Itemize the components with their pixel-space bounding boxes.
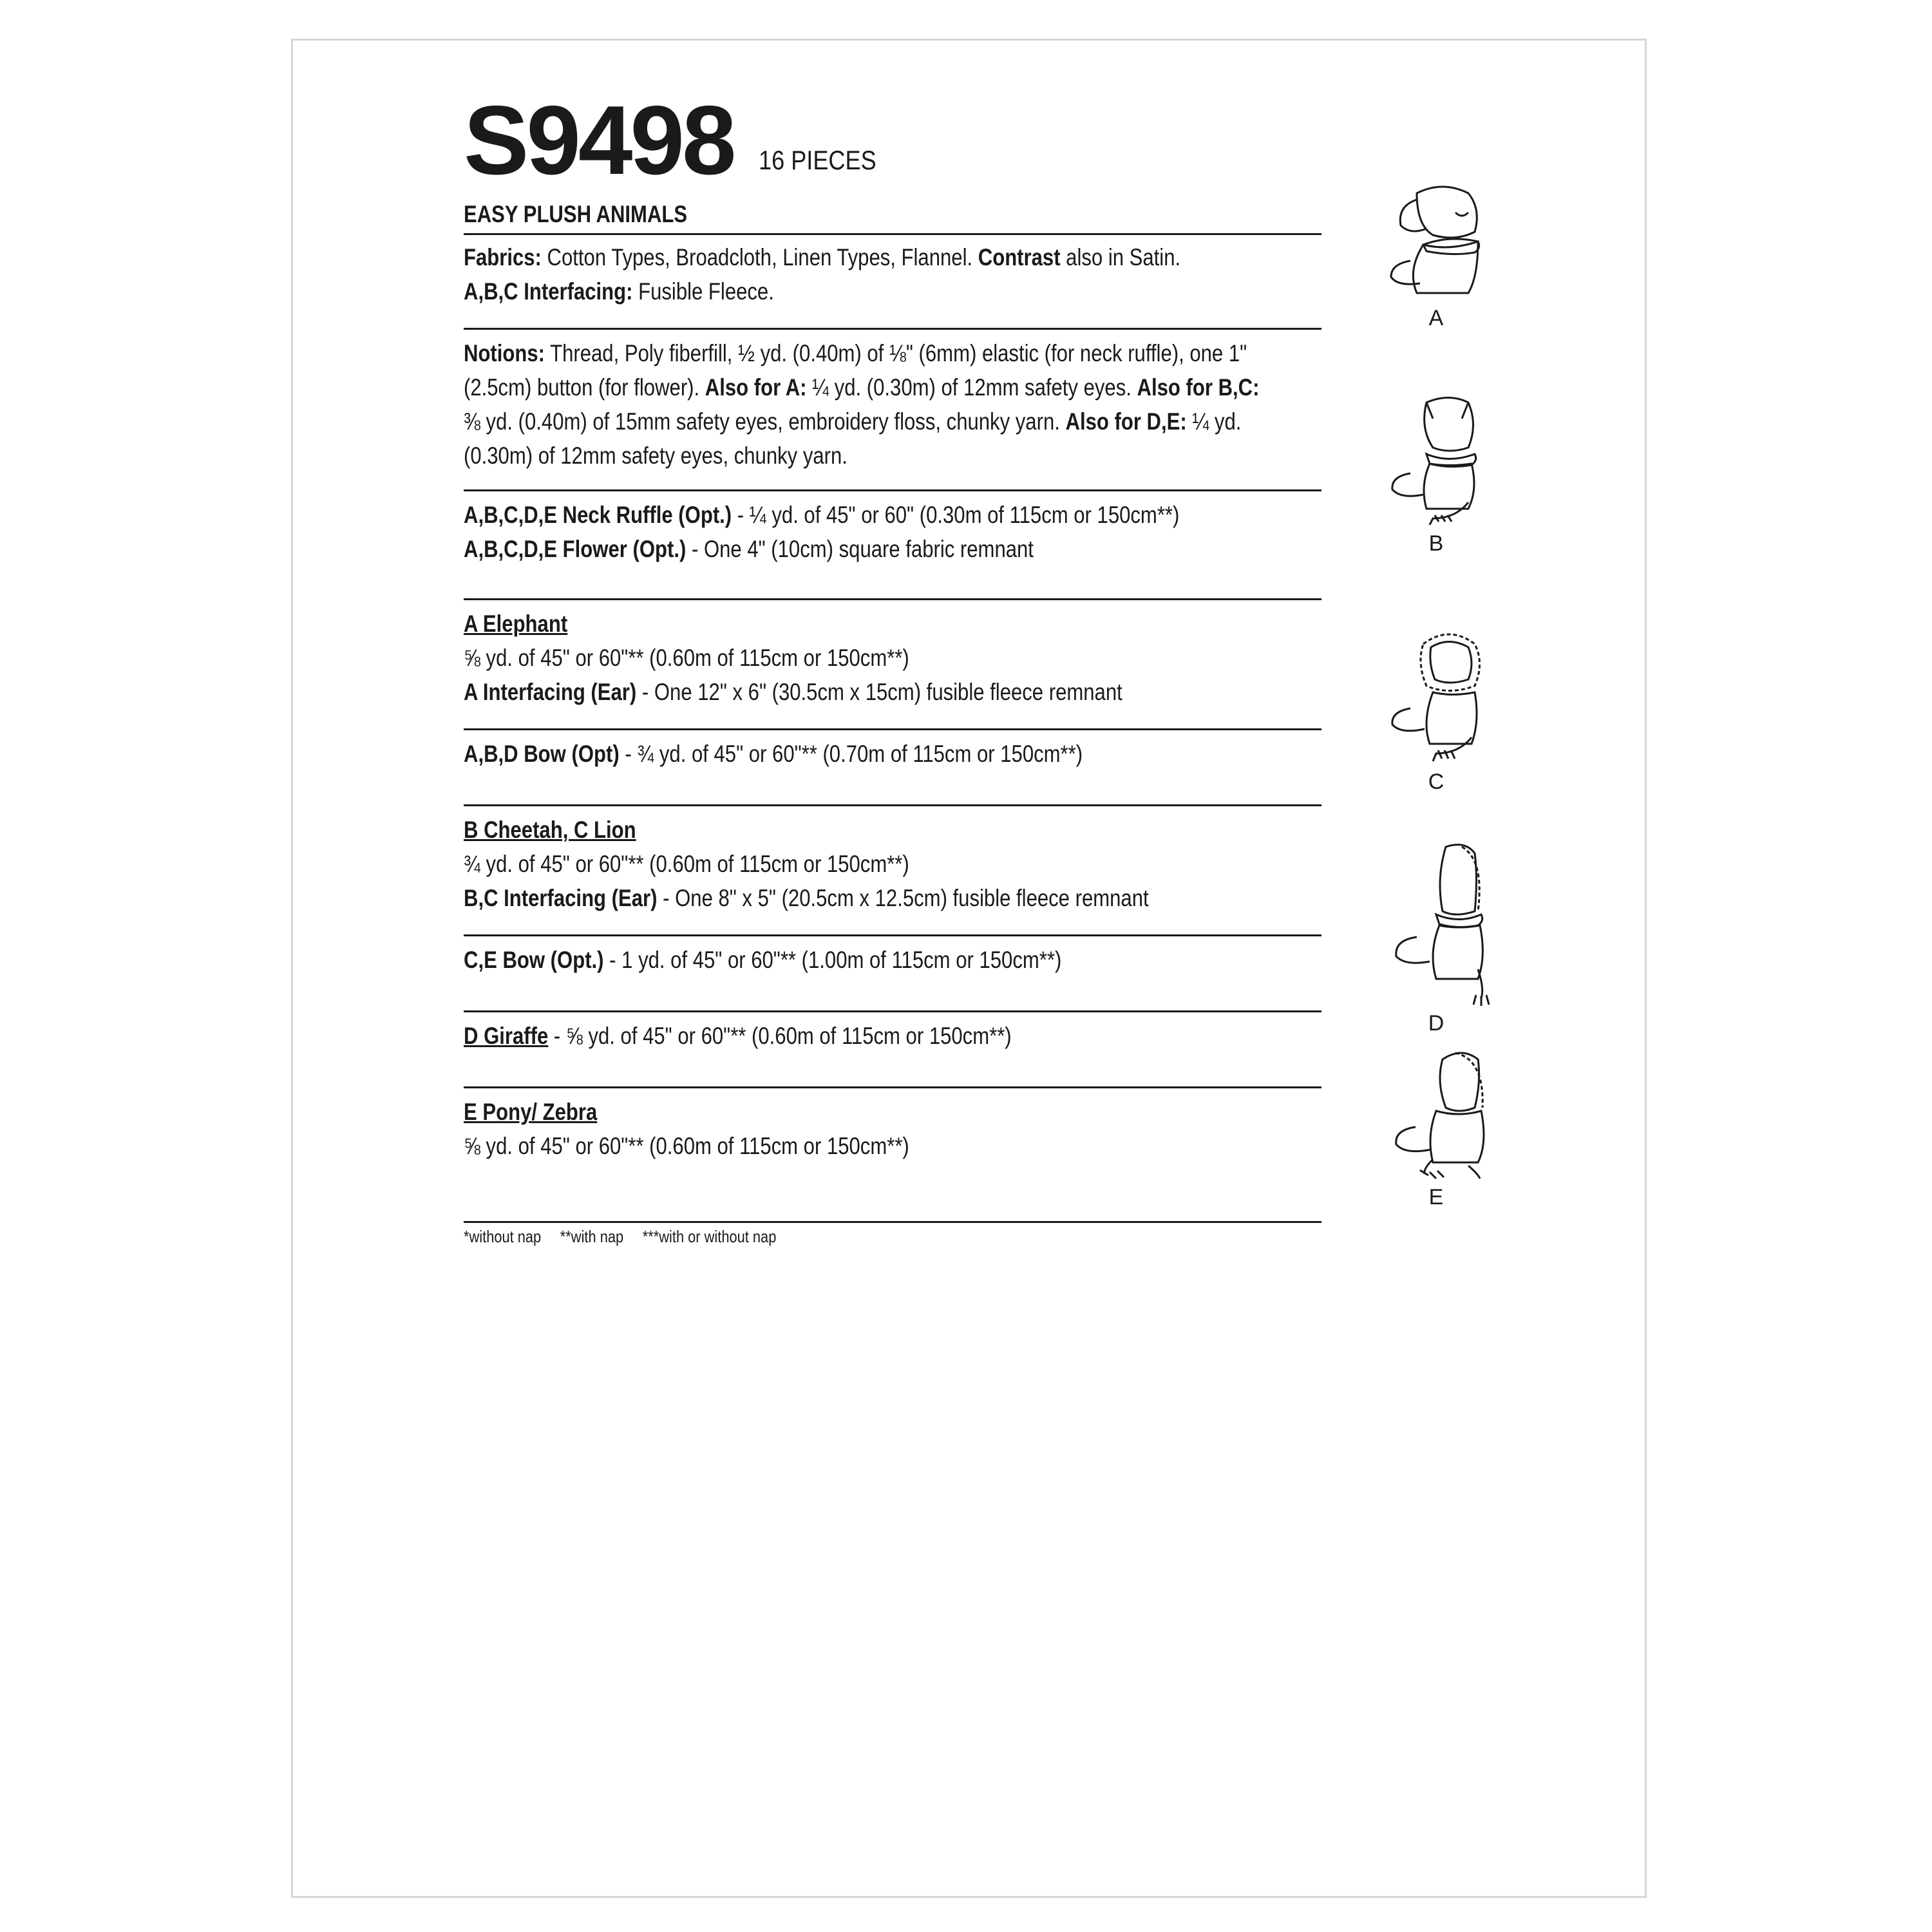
elephant-title: A Elephant (464, 611, 568, 637)
giraffe-drawing (1372, 840, 1501, 1008)
notions-line3a: ⅜ yd. (0.40m) of 15mm safety eyes, embroidery floss, chunky yarn. (464, 408, 1060, 435)
cheetah-drawing (1372, 393, 1501, 528)
bow-abd-label: A,B,D Bow (Opt) (464, 741, 620, 767)
view-b (1372, 393, 1501, 556)
also-for-bc-label: Also for B,C: (1137, 374, 1260, 401)
pony-yardage: ⅝ yd. of 45" or 60"** (0.60m of 115cm or 150cm**) (464, 1133, 909, 1159)
bow-abd-text: - ¾ yd. of 45" or 60"** (0.70m of 115cm or 150cm**) (619, 741, 1083, 767)
header (464, 86, 1321, 195)
view-label: C (1428, 770, 1444, 794)
flower-label: A,B,C,D,E Flower (Opt.) (464, 536, 687, 562)
elephant-interfacing-label: A Interfacing (Ear) (464, 679, 637, 705)
elephant-section (464, 600, 1321, 728)
pony-title: E Pony/ Zebra (464, 1099, 598, 1125)
fabrics-text: Cotton Types, Broadcloth, Linen Types, Flannel. (547, 244, 973, 270)
pattern-code: S9498 (464, 86, 734, 195)
cheetah-lion-title: B Cheetah, C Lion (464, 817, 636, 843)
footnote-with-nap: **with nap (560, 1227, 624, 1246)
bow-abd-section (464, 730, 1321, 804)
footnote-without-nap: *without nap (464, 1227, 542, 1246)
pony-drawing (1372, 1046, 1501, 1182)
neck-ruffle-text: - ¼ yd. of 45" or 60" (0.30m of 115cm or 150cm**) (732, 502, 1180, 528)
piece-count: 16 PIECES (759, 145, 876, 175)
pattern-title: EASY PLUSH ANIMALS (464, 201, 688, 227)
interfacing-text: Fusible Fleece. (638, 278, 774, 305)
giraffe-text: - ⅝ yd. of 45" or 60"** (0.60m of 115cm or 150cm**) (548, 1023, 1012, 1049)
fabrics-label: Fabrics: (464, 244, 542, 270)
view-label: D (1428, 1011, 1444, 1036)
view-label: B (1428, 531, 1444, 556)
cheetah-lion-interfacing-text: - One 8" x 5" (20.5cm x 12.5cm) fusible fleece remnant (657, 885, 1149, 911)
lion-drawing (1372, 625, 1501, 766)
bow-ce-label: C,E Bow (Opt.) (464, 947, 604, 973)
view-label: E (1428, 1185, 1444, 1209)
fabrics-section (464, 235, 1321, 328)
notions-label: Notions: (464, 340, 545, 366)
notions-section (464, 330, 1321, 489)
view-label: A (1428, 306, 1444, 330)
notions-line1: Thread, Poly fiberfill, ½ yd. (0.40m) of ⅛" (6mm) elastic (for neck ruffle), one 1" (550, 340, 1247, 366)
cheetah-lion-section (464, 806, 1321, 934)
contrast-text: also in Satin. (1066, 244, 1181, 270)
interfacing-label: A,B,C Interfacing: (464, 278, 633, 305)
flower-text: - One 4" (10cm) square fabric remnant (686, 536, 1034, 562)
view-d (1372, 840, 1501, 1036)
notions-line2b: ¼ yd. (0.30m) of 12mm safety eyes. (812, 374, 1132, 401)
contrast-label: Contrast (978, 244, 1061, 270)
elephant-yardage: ⅝ yd. of 45" or 60"** (0.60m of 115cm or 150cm**) (464, 645, 909, 671)
cheetah-lion-interfacing-label: B,C Interfacing (Ear) (464, 885, 658, 911)
notions-line2a: (2.5cm) button (for flower). (464, 374, 700, 401)
footnote-with-or-without-nap: ***with or without nap (642, 1227, 777, 1246)
pattern-envelope-back (464, 86, 1321, 1247)
notions-line3b: ¼ yd. (1192, 408, 1242, 435)
bow-ce-text: - 1 yd. of 45" or 60"** (1.00m of 115cm or 150cm**) (603, 947, 1062, 973)
neck-ruffle-label: A,B,C,D,E Neck Ruffle (Opt.) (464, 502, 732, 528)
elephant-interfacing-text: - One 12" x 6" (30.5cm x 15cm) fusible fleece remnant (636, 679, 1122, 705)
notions-line4: (0.30m) of 12mm safety eyes, chunky yarn. (464, 442, 848, 469)
footnotes (464, 1223, 1184, 1247)
elephant-drawing (1372, 180, 1501, 303)
ruffle-section (464, 491, 1321, 598)
view-c (1372, 625, 1501, 794)
view-e (1372, 1046, 1501, 1209)
bow-ce-section (464, 936, 1321, 1010)
giraffe-title: D Giraffe (464, 1023, 549, 1049)
pony-section (464, 1088, 1321, 1221)
also-for-a-label: Also for A: (705, 374, 807, 401)
also-for-de-label: Also for D,E: (1065, 408, 1187, 435)
giraffe-section (464, 1012, 1321, 1086)
view-a (1372, 180, 1501, 330)
cheetah-lion-yardage: ¾ yd. of 45" or 60"** (0.60m of 115cm or 150cm**) (464, 851, 909, 877)
